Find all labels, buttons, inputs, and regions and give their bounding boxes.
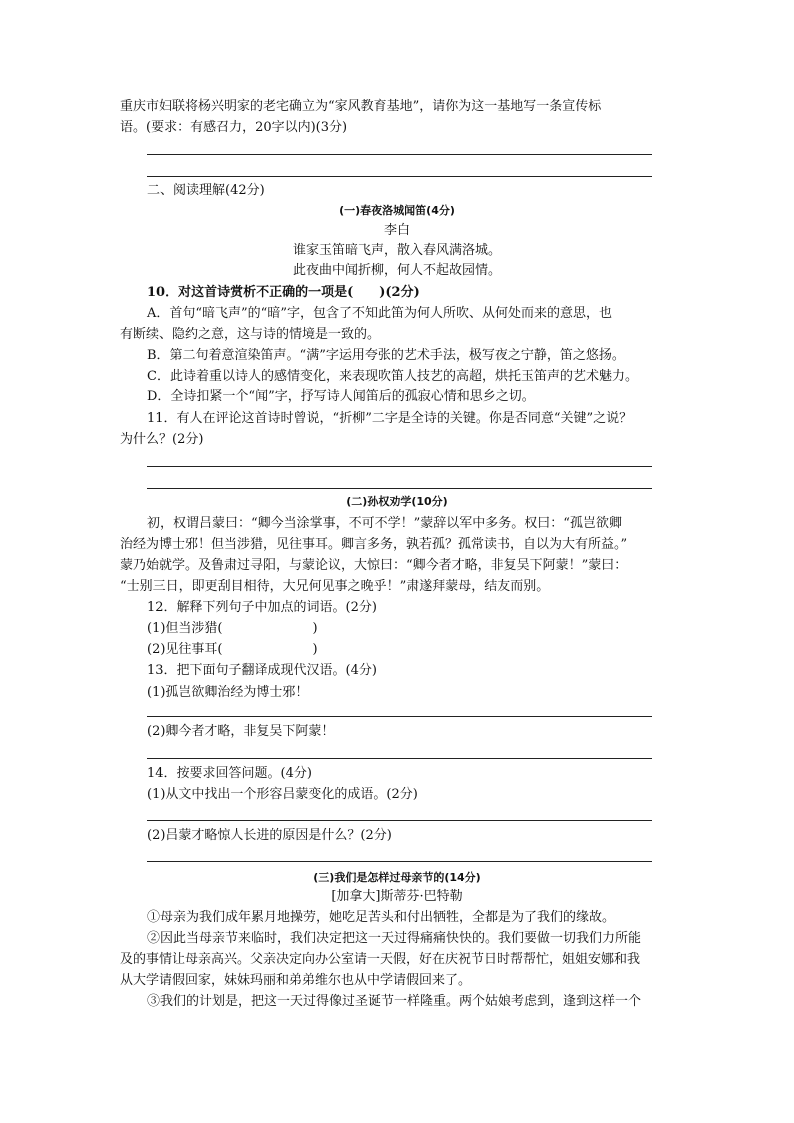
question-12-item2 (147, 640, 318, 660)
option-b: B．第二句着意渲染笛声。“满”字运用夸张的艺术手法，极写夜之宁静，笛之悠扬。 (147, 348, 625, 363)
option-d: D．全诗扣紧一个“闻”字，抒写诗人闻笛后的孤寂心情和思乡之切。 (147, 389, 535, 404)
answer-line[interactable] (147, 820, 652, 821)
answer-line[interactable] (147, 466, 652, 467)
question-14: 14．按要求回答问题。(4分) (147, 766, 312, 781)
q12-item1-text: (1)但当涉猎( (147, 621, 223, 636)
article-para1: ①母亲为我们成年累月地操劳，她吃足苦头和付出牺牲，全都是为了我们的缘故。 (147, 910, 616, 925)
q12-item1-close: ) (312, 621, 318, 636)
question-10: 10．对这首诗赏析不正确的一项是( )(2分) (147, 285, 420, 300)
answer-line[interactable] (147, 861, 652, 862)
q12-item2-close: ) (312, 642, 318, 657)
section3-title: (三)我们是怎样过母亲节的(14分) (313, 871, 481, 884)
poem-line1: 谁家玉笛暗飞声，散入春风满洛城。 (292, 243, 501, 258)
article-para3: ③我们的计划是，把这一天过得像过圣诞节一样隆重。两个姑娘考虑到，逢到这样一个 (147, 994, 642, 1009)
article-author: [加拿大]斯蒂芬·巴特勒 (331, 889, 463, 904)
article-para2-line1: ②因此当母亲节来临时，我们决定把这一天过得痛痛快快的。我们要做一切我们力所能 (147, 931, 642, 946)
question-12: 12．解释下列句子中加点的词语。(2分) (147, 600, 377, 615)
answer-line[interactable] (147, 758, 652, 759)
section2-title: (二)孙权劝学(10分) (346, 495, 448, 508)
article-para2-line2: 及的事情让母亲高兴。父亲决定向办公室请一天假，好在庆祝节日时帮帮忙，姐姐安娜和我 (120, 952, 641, 967)
question-9-line1: 重庆市妇联将杨兴明家的老宅确立为“家风教育基地”，请你为这一基地写一条宣传标 (120, 99, 602, 114)
answer-line[interactable] (147, 154, 652, 155)
article-para2-line3: 从大学请假回家，妹妹玛丽和弟弟维尔也从中学请假回来了。 (120, 973, 472, 988)
poem-author: 李白 (383, 223, 410, 238)
option-a-line2: 有断续、隐约之意，这与诗的情境是一致的。 (120, 327, 381, 342)
question-14-item2: (2)吕蒙才略惊人长进的原因是什么？(2分) (147, 828, 392, 843)
question-13-item1: (1)孤岂欲卿治经为博士邪！ (147, 685, 309, 700)
passage2-line1: 初，权谓吕蒙曰：“卿今当涂掌事，不可不学！”蒙辞以军中多务。权曰：“孤岂欲卿 (147, 516, 622, 531)
question-11-line2: 为什么？(2分) (120, 432, 204, 447)
part2-heading: 二、阅读理解(42分) (147, 183, 265, 198)
q12-item2-text: (2)见往事耳( (147, 642, 223, 657)
question-14-item1: (1)从文中找出一个形容吕蒙变化的成语。(2分) (147, 787, 418, 802)
question-12-item1 (147, 619, 318, 639)
passage2-line4: “士别三日，即更刮目相待，大兄何见事之晚乎！”肃遂拜蒙母，结友而别。 (120, 579, 550, 594)
answer-line[interactable] (147, 488, 652, 489)
section1-title: (一)春夜洛城闻笛(4分) (339, 204, 455, 217)
option-c: C．此诗着重以诗人的感情变化，来表现吹笛人技艺的高超，烘托玉笛声的艺术魅力。 (147, 369, 638, 384)
question-13-item2: (2)卿今者才略，非复吴下阿蒙！ (147, 724, 335, 739)
passage2-line3: 蒙乃始就学。及鲁肃过寻阳，与蒙论议，大惊曰：“卿今者才略，非复吴下阿蒙！”蒙曰： (120, 558, 628, 573)
passage2-line2: 治经为博士邪！但当涉猎，见往事耳。卿言多务，孰若孤？孤常读书，自以为大有所益。” (120, 537, 628, 552)
poem-line2: 此夜曲中闻折柳，何人不起故园情。 (292, 263, 501, 278)
question-11-line1: 11．有人在评论这首诗时曾说，“折柳”二字是全诗的关键。你是否同意“关键”之说？ (147, 411, 633, 426)
option-a-line1: A．首句“暗飞声”的“暗”字，包含了不知此笛为何人所吹、从何处而来的意思，也 (147, 306, 612, 321)
question-9-line2: 语。(要求：有感召力，20字以内)(3分) (120, 120, 348, 135)
answer-line[interactable] (147, 716, 652, 717)
question-13: 13．把下面句子翻译成现代汉语。(4分) (147, 663, 377, 678)
answer-line[interactable] (147, 176, 652, 177)
